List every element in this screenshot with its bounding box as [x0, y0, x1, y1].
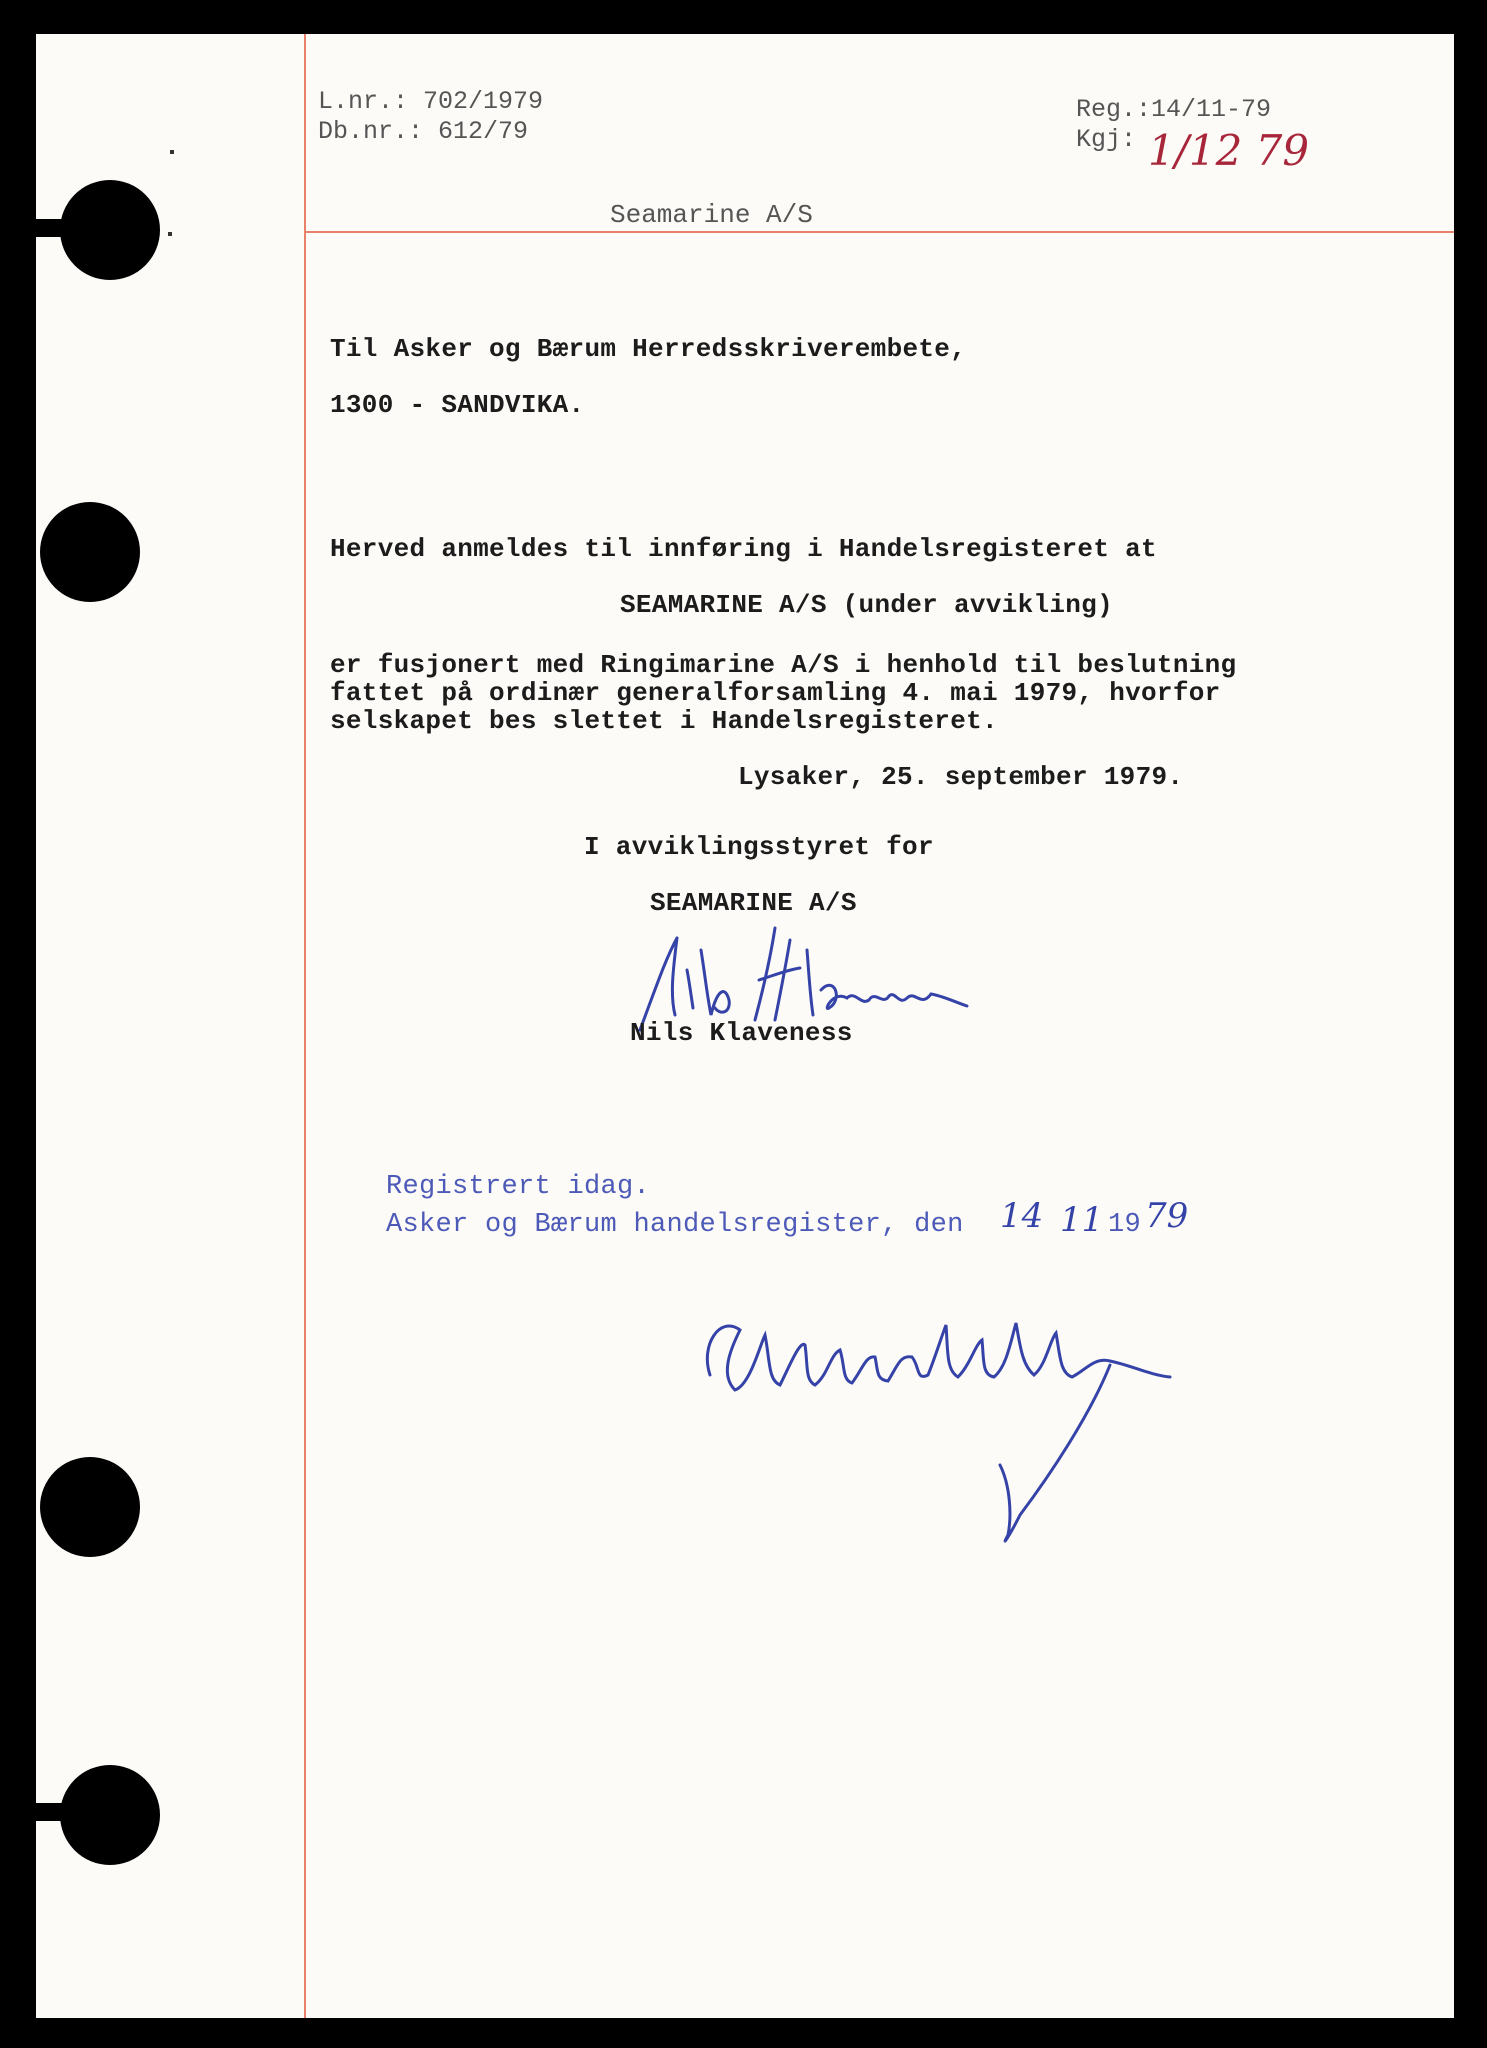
punch-hole — [60, 180, 160, 280]
stamp-year-handwritten: 79 — [1145, 1196, 1189, 1236]
company-header: Seamarine A/S — [610, 200, 813, 230]
place-date: Lysaker, 25. september 1979. — [738, 762, 1184, 792]
closing-board: I avviklingsstyret for — [584, 832, 934, 862]
addressee-line-1: Til Asker og Bærum Herredsskriverembete, — [330, 334, 967, 364]
stamp-day-handwritten: 14 — [1000, 1196, 1044, 1236]
registration-reference: Reg.:14/11-79 — [1076, 95, 1272, 124]
closing-company: SEAMARINE A/S — [650, 888, 857, 918]
body-paragraph-line-3: selskapet bes slettet i Handelsregisteret. — [330, 706, 998, 736]
punch-hole — [40, 1457, 140, 1557]
stamp-register-line: Asker og Bærum handelsregister, den — [386, 1210, 964, 1240]
punch-hole — [60, 1765, 160, 1865]
paper-mark — [170, 150, 174, 154]
addressee-line-2: 1300 - SANDVIKA. — [330, 390, 585, 420]
body-company-line: SEAMARINE A/S (under avvikling) — [620, 590, 1113, 620]
stamp-year-prefix: 19 — [1108, 1210, 1142, 1240]
punch-hole — [40, 502, 140, 602]
paper-mark — [168, 232, 172, 236]
letter-number: L.nr.: 702/1979 — [318, 87, 544, 116]
stamp-registered-today: Registrert idag. — [386, 1172, 651, 1202]
margin-line-vertical — [304, 34, 306, 2018]
kgj-handwritten-date: 1/12 79 — [1148, 126, 1310, 175]
margin-line-horizontal — [304, 231, 1454, 233]
journal-number: Db.nr.: 612/79 — [318, 117, 529, 146]
body-paragraph-line-2: fattet på ordinær generalforsamling 4. mai 1979, hvorfor — [330, 678, 1221, 708]
signer-name: Nils Klaveness — [630, 1018, 853, 1048]
stamp-month-handwritten: 11 — [1060, 1200, 1104, 1240]
registrar-signature — [690, 1285, 1230, 1555]
body-intro: Herved anmeldes til innføring i Handelsregisteret at — [330, 534, 1157, 564]
body-paragraph-line-1: er fusjonert med Ringimarine A/S i henhold til beslutning — [330, 650, 1237, 680]
kgj-label: Kgj: — [1076, 125, 1137, 154]
